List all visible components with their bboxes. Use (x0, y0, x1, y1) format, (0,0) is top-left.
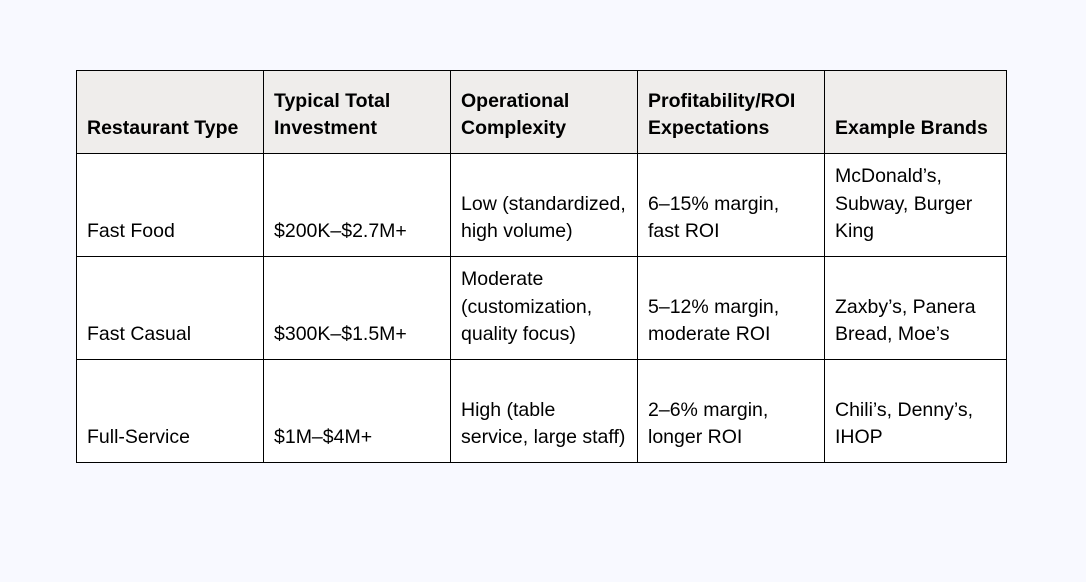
restaurant-comparison-table (76, 70, 1007, 463)
cell-investment: $300K–$1.5M+ (264, 257, 451, 360)
comparison-table-container (76, 70, 1006, 463)
cell-brands: Zaxby’s, Panera Bread, Moe’s (825, 257, 1007, 360)
table-row (77, 257, 1007, 360)
table-header-row (77, 71, 1007, 154)
table-body (77, 154, 1007, 463)
column-header-profitability-roi: Profitability/ROI Expectations (638, 71, 825, 154)
cell-investment: $200K–$2.7M+ (264, 154, 451, 257)
table-row (77, 154, 1007, 257)
table-header (77, 71, 1007, 154)
cell-complexity: High (table service, large staff) (451, 360, 638, 463)
column-header-operational-complexity: Operational Complexity (451, 71, 638, 154)
column-header-restaurant-type: Restaurant Type (77, 71, 264, 154)
cell-restaurant-type: Fast Casual (77, 257, 264, 360)
cell-roi: 5–12% margin, moderate ROI (638, 257, 825, 360)
cell-roi: 2–6% margin, longer ROI (638, 360, 825, 463)
cell-investment: $1M–$4M+ (264, 360, 451, 463)
column-header-example-brands: Example Brands (825, 71, 1007, 154)
cell-complexity: Moderate (customization, quality focus) (451, 257, 638, 360)
cell-brands: Chili’s, Denny’s, IHOP (825, 360, 1007, 463)
cell-restaurant-type: Fast Food (77, 154, 264, 257)
cell-roi: 6–15% margin, fast ROI (638, 154, 825, 257)
cell-complexity: Low (standardized, high volume) (451, 154, 638, 257)
cell-restaurant-type: Full-Service (77, 360, 264, 463)
column-header-typical-total-investment: Typical Total Investment (264, 71, 451, 154)
cell-brands: McDonald’s, Subway, Burger King (825, 154, 1007, 257)
table-row (77, 360, 1007, 463)
